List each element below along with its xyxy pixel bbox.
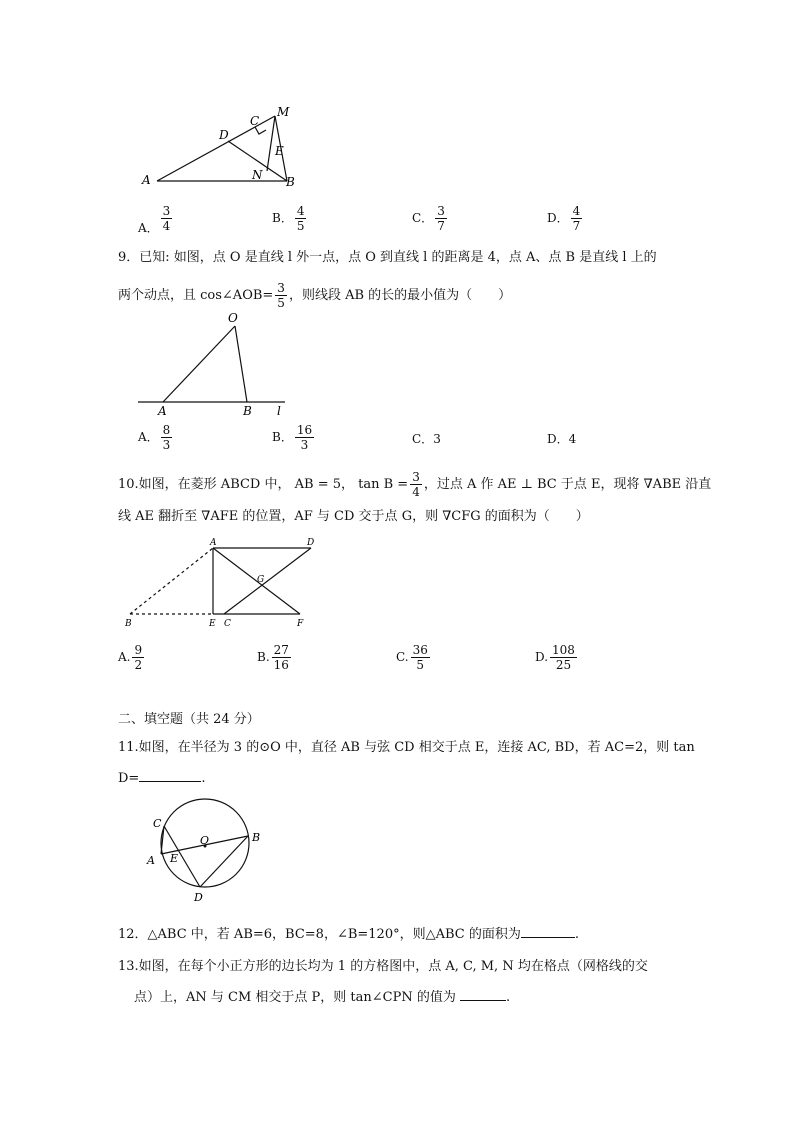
fig9-label-A: A (158, 404, 167, 418)
q9-option-d[interactable]: D．4 (547, 432, 577, 446)
q12-text: 12．△ABC 中，若 AB=6，BC=8，∠B=120°，则△ABC 的面积为 . (118, 924, 579, 945)
q11-answer-blank[interactable] (139, 768, 201, 782)
q9-option-a[interactable]: A． $\frac{8}{3}$ (138, 423, 171, 452)
fig10-label-D: D (307, 538, 315, 548)
q10-option-a[interactable]: A. $\frac{9}{2}$ (118, 643, 143, 672)
fig11-label-D: D (194, 891, 203, 904)
q9-text-line2: 两个动点，且 cos∠AOB= $\frac{3}{5}$ ，则线段 AB 的长的最小值为（ ） (118, 281, 512, 310)
q10-option-b[interactable]: B. $\frac{27}{16}$ (257, 643, 289, 672)
q8-option-d[interactable]: D． $\frac{4}{7}$ (547, 204, 581, 233)
fig8-label-D: D (219, 128, 229, 142)
fig8-label-N: N (252, 168, 263, 182)
fig9-label-l: l (277, 404, 281, 418)
q13-text-line2: 点）上，AN 与 CM 相交于点 P，则 tan∠CPN 的值为 . (134, 987, 510, 1008)
fig8-label-B: B (286, 175, 295, 189)
q8-option-c-fraction: $\frac{3}{7}$ (437, 204, 445, 233)
q11-text-line1: 11.如图，在半径为 3 的⊙O 中，直径 AB 与弦 CD 相交于点 E，连接 AC, BD，若 AC=2，则 tan (118, 740, 695, 755)
fig10-label-A: A (210, 538, 217, 548)
fig11-label-A: A (147, 854, 155, 867)
fig10-label-B: B (125, 619, 132, 629)
q9-option-b[interactable]: B． $\frac{16}{3}$ (272, 423, 313, 452)
fig9-label-B: B (243, 404, 252, 418)
q11-figure (140, 796, 280, 910)
fig11-label-C: C (153, 817, 162, 830)
q8-option-a-fraction: $\frac{3}{4}$ (162, 204, 171, 233)
fig10-label-G: G (257, 575, 265, 585)
q13-answer-blank[interactable] (460, 987, 506, 1001)
fig8-label-E: E (275, 144, 284, 158)
q12-answer-blank[interactable] (521, 924, 575, 938)
q13-text-line1: 13.如图，在每个小正方形的边长均为 1 的方格图中，点 A, C, M, N 均在格点（网格线的交 (118, 959, 648, 974)
q8-figure (135, 100, 315, 195)
q9-figure (135, 310, 295, 418)
q8-option-b-fraction: $\frac{4}{5}$ (296, 204, 305, 233)
q8-option-a[interactable]: A． $\frac{3}{4}$ (138, 204, 171, 235)
fig11-label-O: O (200, 834, 210, 847)
q9-cos-fraction: $\frac{3}{5}$ (277, 281, 285, 310)
q9-text-line1: 9．已知: 如图，点 O 是直线 l 外一点，点 O 到直线 l 的距离是 4，点 A、点 B 是直线 l 上的 (118, 250, 657, 265)
fig8-label-M: M (277, 105, 290, 119)
fig8-label-A: A (142, 173, 151, 187)
q10-text-line2: 线 AE 翻折至 ∇AFE 的位置，AF 与 CD 交于点 G，则 ∇CFG 的面积为（ ） (118, 509, 589, 524)
fig8-label-C: C (250, 114, 260, 128)
q11-text-line2: D= . (118, 768, 205, 789)
fig10-label-E: E (209, 619, 216, 629)
q10-tan-fraction: $\frac{3}{4}$ (412, 470, 420, 499)
fig10-label-F: F (297, 619, 304, 629)
section-heading-fill-in: 二、填空题（共 24 分） (118, 712, 260, 727)
q8-option-d-fraction: $\frac{4}{7}$ (572, 204, 581, 233)
fig11-label-E: E (170, 852, 179, 865)
fig9-label-O: O (228, 311, 238, 325)
q8-option-b[interactable]: B． $\frac{4}{5}$ (272, 204, 305, 233)
fig11-label-B: B (252, 831, 261, 844)
q10-option-c[interactable]: C. $\frac{36}{5}$ (396, 643, 428, 672)
q9-option-c[interactable]: C．3 (412, 432, 441, 446)
q8-option-c[interactable]: C． $\frac{3}{7}$ (412, 204, 445, 233)
q10-text-line1: 10.如图，在菱形 ABCD 中， AB = 5， tan B = $\frac{3}{4}$ ，过点 A 作 AE ⊥ BC 于点 E，现将 ∇ABE 沿直 (118, 470, 712, 499)
q10-option-d[interactable]: D. $\frac{108}{25}$ (535, 643, 575, 672)
fig10-label-C: C (224, 619, 231, 629)
q10-figure (118, 535, 318, 630)
